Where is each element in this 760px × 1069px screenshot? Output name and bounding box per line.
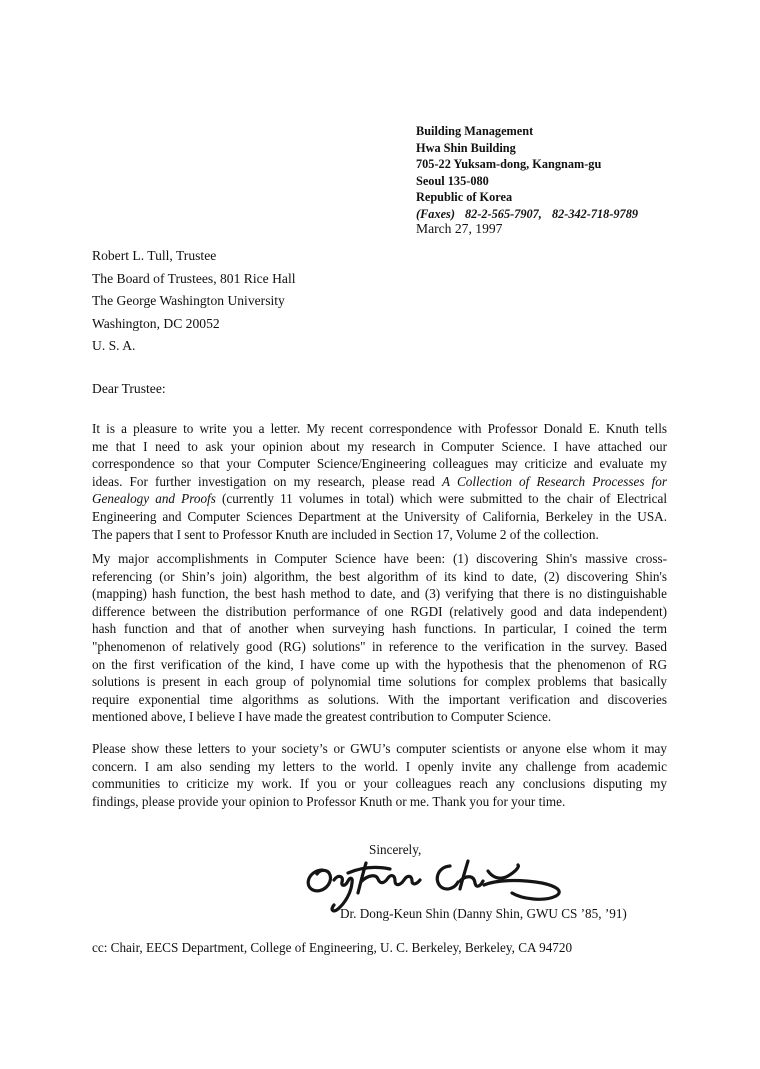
text-line: referencing (or Shin’s join) algorithm, the best algorithm of its kind to date, (2) discovering Shin's [92,568,667,584]
sender-line: Building Management [416,124,534,138]
recipient-line: The Board of Trustees, 801 Rice Hall [92,270,296,286]
text-line: My major accomplishments in Computer Science have been: (1) discovering Shin's massive cross- [92,551,667,566]
text-fragment: (currently 11 volumes in total) which were submitted to the chair of Electrical [215,491,667,507]
closing: Sincerely, [369,842,422,857]
text-line: solutions is present in each group of polynomial time solutions for complex problems that basically [92,674,667,690]
recipient-address [92,245,296,358]
text-fragment: ideas. For further investigation on my research, please read [92,473,442,489]
salutation: Dear Trustee: [92,381,166,396]
text-line: concern. I am also sending my letters to the world. I openly invite any challenge from academic [92,758,667,774]
text-line: Engineering and Computer Sciences Department at the University of California, Berkeley in the USA. [92,508,667,524]
fax-label: (Faxes) [416,206,455,221]
sender-line: Hwa Shin Building [416,140,516,155]
text-line: (mapping) hash function, the best hash method to date, and (3) verifying that there is no distinguishable [92,586,667,602]
text-line: difference between the distribution performance of one RGDI (relatively good and data independent) [92,603,667,619]
recipient-name: Robert L. Tull, Trustee [92,248,217,263]
paragraph-2 [92,550,667,726]
text-line: communities to criticize my work. If you or your colleagues reach any conclusions disputing my [92,776,667,792]
text-line: mentioned above, I believe I have made the greatest contribution to Computer Science. [92,709,552,725]
fax-number: 82-2-565-7907, [465,206,542,221]
text-line [92,473,667,491]
sender-address [416,123,645,223]
book-title: A Collection of Research Processes for [442,473,667,489]
book-title: Genealogy and Proofs [92,491,216,507]
cc-line: cc: Chair, EECS Department, College of Engineering, U. C. Berkeley, Berkeley, CA 94720 [92,940,573,955]
recipient-line: The George Washington University [92,293,285,308]
text-line: The papers that I sent to Professor Knuth are included in Section 17, Volume 2 of the collection. [92,526,599,542]
text-line: Please show these letters to your society’s or GWU’s computer scientists or anyone else whom it may [92,741,667,756]
text-line [92,490,667,508]
text-line: It is a pleasure to write you a letter. My recent correspondence with Professor Donald E. Knuth tells [92,421,667,436]
fax-number: 82-342-718-9789 [551,206,639,221]
text-line: correspondence so that your Computer Science/Engineering colleagues may criticize and evaluate my [92,456,667,472]
paragraph-1 [92,420,667,543]
recipient-line: U. S. A. [92,338,136,353]
text-line: findings, please provide your opinion to Professor Knuth or me. Thank you for your time. [92,793,566,809]
text-line: "phenomenon of relatively good (RG) solutions" in reference to the verification in the survey. Based [92,638,667,654]
recipient-line: Washington, DC 20052 [92,315,220,331]
paragraph-3 [92,740,667,810]
text-line: require exponential time algorithms as solutions. With the important verification and discoveries [92,691,667,707]
letter-date: March 27, 1997 [416,221,503,236]
sender-line: Seoul 135-080 [416,173,489,188]
text-line: on the first verification of the kind, I have come up with the hypothesis that the phenomenon of RG [92,656,667,672]
text-line: hash function and that of another when surveying hash functions. In particular, I coined the term [92,621,667,637]
text-line: me that I need to ask your opinion about my research in Computer Science. I have attached our [92,438,667,454]
sender-line: Republic of Korea [416,190,513,205]
signatory-name: Dr. Dong-Keun Shin (Danny Shin, GWU CS ’85, ’91) [340,906,627,921]
sender-line: 705-22 Yuksam-dong, Kangnam-gu [416,157,602,172]
